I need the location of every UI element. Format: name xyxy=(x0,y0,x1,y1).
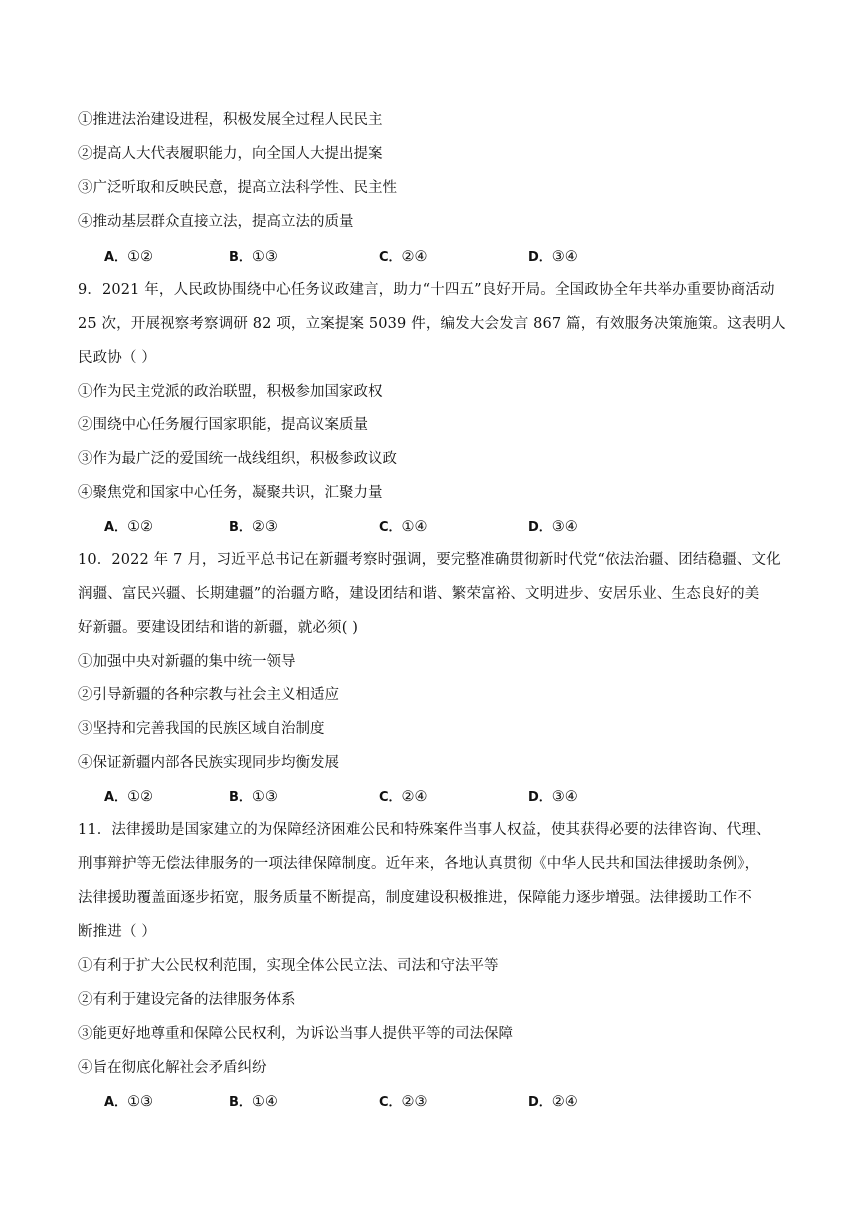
option-text: ①④ xyxy=(401,519,428,535)
q11-statement-2: ②有利于建设完备的法律服务体系 xyxy=(78,992,296,1008)
option-letter: A． xyxy=(104,520,128,535)
option-letter: D． xyxy=(528,1095,552,1110)
q10-stem-line-2: 润疆、富民兴疆、长期建疆”的治疆方略，建设团结和谐、繁荣富裕、文明进步、安居乐业、生态良好的美 xyxy=(78,586,760,602)
q8-statement-3: ③广泛听取和反映民意，提高立法科学性、民主性 xyxy=(78,180,397,196)
q11-statement-1: ①有利于扩大公民权利范围，实现全体公民立法、司法和守法平等 xyxy=(78,958,499,974)
q11-option-a[interactable] xyxy=(104,1092,153,1113)
option-text: ②③ xyxy=(251,519,278,535)
q10-option-d[interactable] xyxy=(528,787,578,808)
option-text: ①③ xyxy=(127,1094,154,1110)
q11-stem-line-2: 刑事辩护等无偿法律服务的一项法律保障制度。近年来，各地认真贯彻《中华人民共和国法律援助条例》， xyxy=(78,856,760,872)
q9-option-b[interactable] xyxy=(229,517,278,538)
q9-option-c[interactable] xyxy=(379,517,428,538)
q9-statement-1: ①作为民主党派的政治联盟，积极参加国家政权 xyxy=(78,384,383,400)
option-text: ①③ xyxy=(251,249,278,265)
q9-option-a[interactable] xyxy=(104,517,153,538)
q10-statement-2: ②引导新疆的各种宗教与社会主义相适应 xyxy=(78,687,339,703)
option-text: ①② xyxy=(127,519,154,535)
option-letter: C． xyxy=(379,1095,402,1110)
option-letter: B． xyxy=(229,250,252,265)
q9-stem-line-1: 9．2021 年，人民政协围绕中心任务议政建言，助力“十四五”良好开局。全国政协全年共举办重要协商活动 xyxy=(78,282,775,298)
q9-stem-line-2: 25 次，开展视察考察调研 82 项，立案提案 5039 件，编发大会发言 867 篇，有效服务决策施策。这表明人 xyxy=(78,316,786,332)
q11-option-b[interactable] xyxy=(229,1092,278,1113)
q10-option-a[interactable] xyxy=(104,787,153,808)
q9-statement-2: ②围绕中心任务履行国家职能，提高议案质量 xyxy=(78,417,368,433)
q11-statement-3: ③能更好地尊重和保障公民权利，为诉讼当事人提供平等的司法保障 xyxy=(78,1026,513,1042)
option-letter: A． xyxy=(104,1095,128,1110)
q10-options xyxy=(104,787,704,807)
q10-option-c[interactable] xyxy=(379,787,428,808)
q10-statement-3: ③坚持和完善我国的民族区域自治制度 xyxy=(78,721,325,737)
q11-option-d[interactable] xyxy=(528,1092,578,1113)
option-text: ③④ xyxy=(551,789,578,805)
q8-statement-4: ④推动基层群众直接立法，提高立法的质量 xyxy=(78,214,354,230)
q10-stem-line-3: 好新疆。要建设团结和谐的新疆，就必须( ) xyxy=(78,620,359,636)
q8-option-a[interactable] xyxy=(104,247,153,268)
q8-statement-1: ①推进法治建设进程，积极发展全过程人民民主 xyxy=(78,112,383,128)
q8-option-d[interactable] xyxy=(528,247,578,268)
option-text: ②④ xyxy=(401,249,428,265)
option-text: ①② xyxy=(127,789,154,805)
option-letter: B． xyxy=(229,790,252,805)
option-letter: C． xyxy=(379,790,402,805)
q10-option-b[interactable] xyxy=(229,787,278,808)
q10-statement-4: ④保证新疆内部各民族实现同步均衡发展 xyxy=(78,755,339,771)
option-letter: D． xyxy=(528,250,552,265)
option-letter: D． xyxy=(528,790,552,805)
option-letter: C． xyxy=(379,520,402,535)
q11-stem-line-3: 法律援助覆盖面逐步拓宽，服务质量不断提高，制度建设积极推进，保障能力逐步增强。法律援助工作不 xyxy=(78,890,752,906)
option-text: ①③ xyxy=(251,789,278,805)
q9-stem-line-3: 民政协（ ） xyxy=(78,350,157,366)
q9-option-d[interactable] xyxy=(528,517,578,538)
option-letter: A． xyxy=(104,250,128,265)
q10-statement-1: ①加强中央对新疆的集中统一领导 xyxy=(78,654,296,670)
option-letter: A． xyxy=(104,790,128,805)
option-text: ②④ xyxy=(551,1094,578,1110)
q8-option-b[interactable] xyxy=(229,247,278,268)
option-text: ①② xyxy=(127,249,154,265)
option-letter: B． xyxy=(229,1095,252,1110)
option-letter: C． xyxy=(379,250,402,265)
q8-options xyxy=(104,247,704,267)
q9-statement-4: ④聚焦党和国家中心任务，凝聚共识，汇聚力量 xyxy=(78,485,383,501)
q11-stem-line-4: 断推进（ ） xyxy=(78,924,157,940)
option-text: ①④ xyxy=(251,1094,278,1110)
q11-option-c[interactable] xyxy=(379,1092,428,1113)
q11-options xyxy=(104,1092,704,1112)
option-letter: B． xyxy=(229,520,252,535)
option-text: ③④ xyxy=(551,519,578,535)
option-text: ②③ xyxy=(401,1094,428,1110)
option-letter: D． xyxy=(528,520,552,535)
q9-statement-3: ③作为最广泛的爱国统一战线组织，积极参政议政 xyxy=(78,451,397,467)
q10-stem-line-1: 10．2022 年 7 月，习近平总书记在新疆考察时强调，要完整准确贯彻新时代党“依法治疆、团结稳疆、文化 xyxy=(78,552,781,568)
option-text: ③④ xyxy=(551,249,578,265)
q11-statement-4: ④旨在彻底化解社会矛盾纠纷 xyxy=(78,1060,267,1076)
option-text: ②④ xyxy=(401,789,428,805)
q8-option-c[interactable] xyxy=(379,247,428,268)
q9-options xyxy=(104,517,704,537)
q11-stem-line-1: 11．法律援助是国家建立的为保障经济困难公民和特殊案件当事人权益，使其获得必要的法律咨询、代理、 xyxy=(78,822,771,838)
q8-statement-2: ②提高人大代表履职能力，向全国人大提出提案 xyxy=(78,146,383,162)
